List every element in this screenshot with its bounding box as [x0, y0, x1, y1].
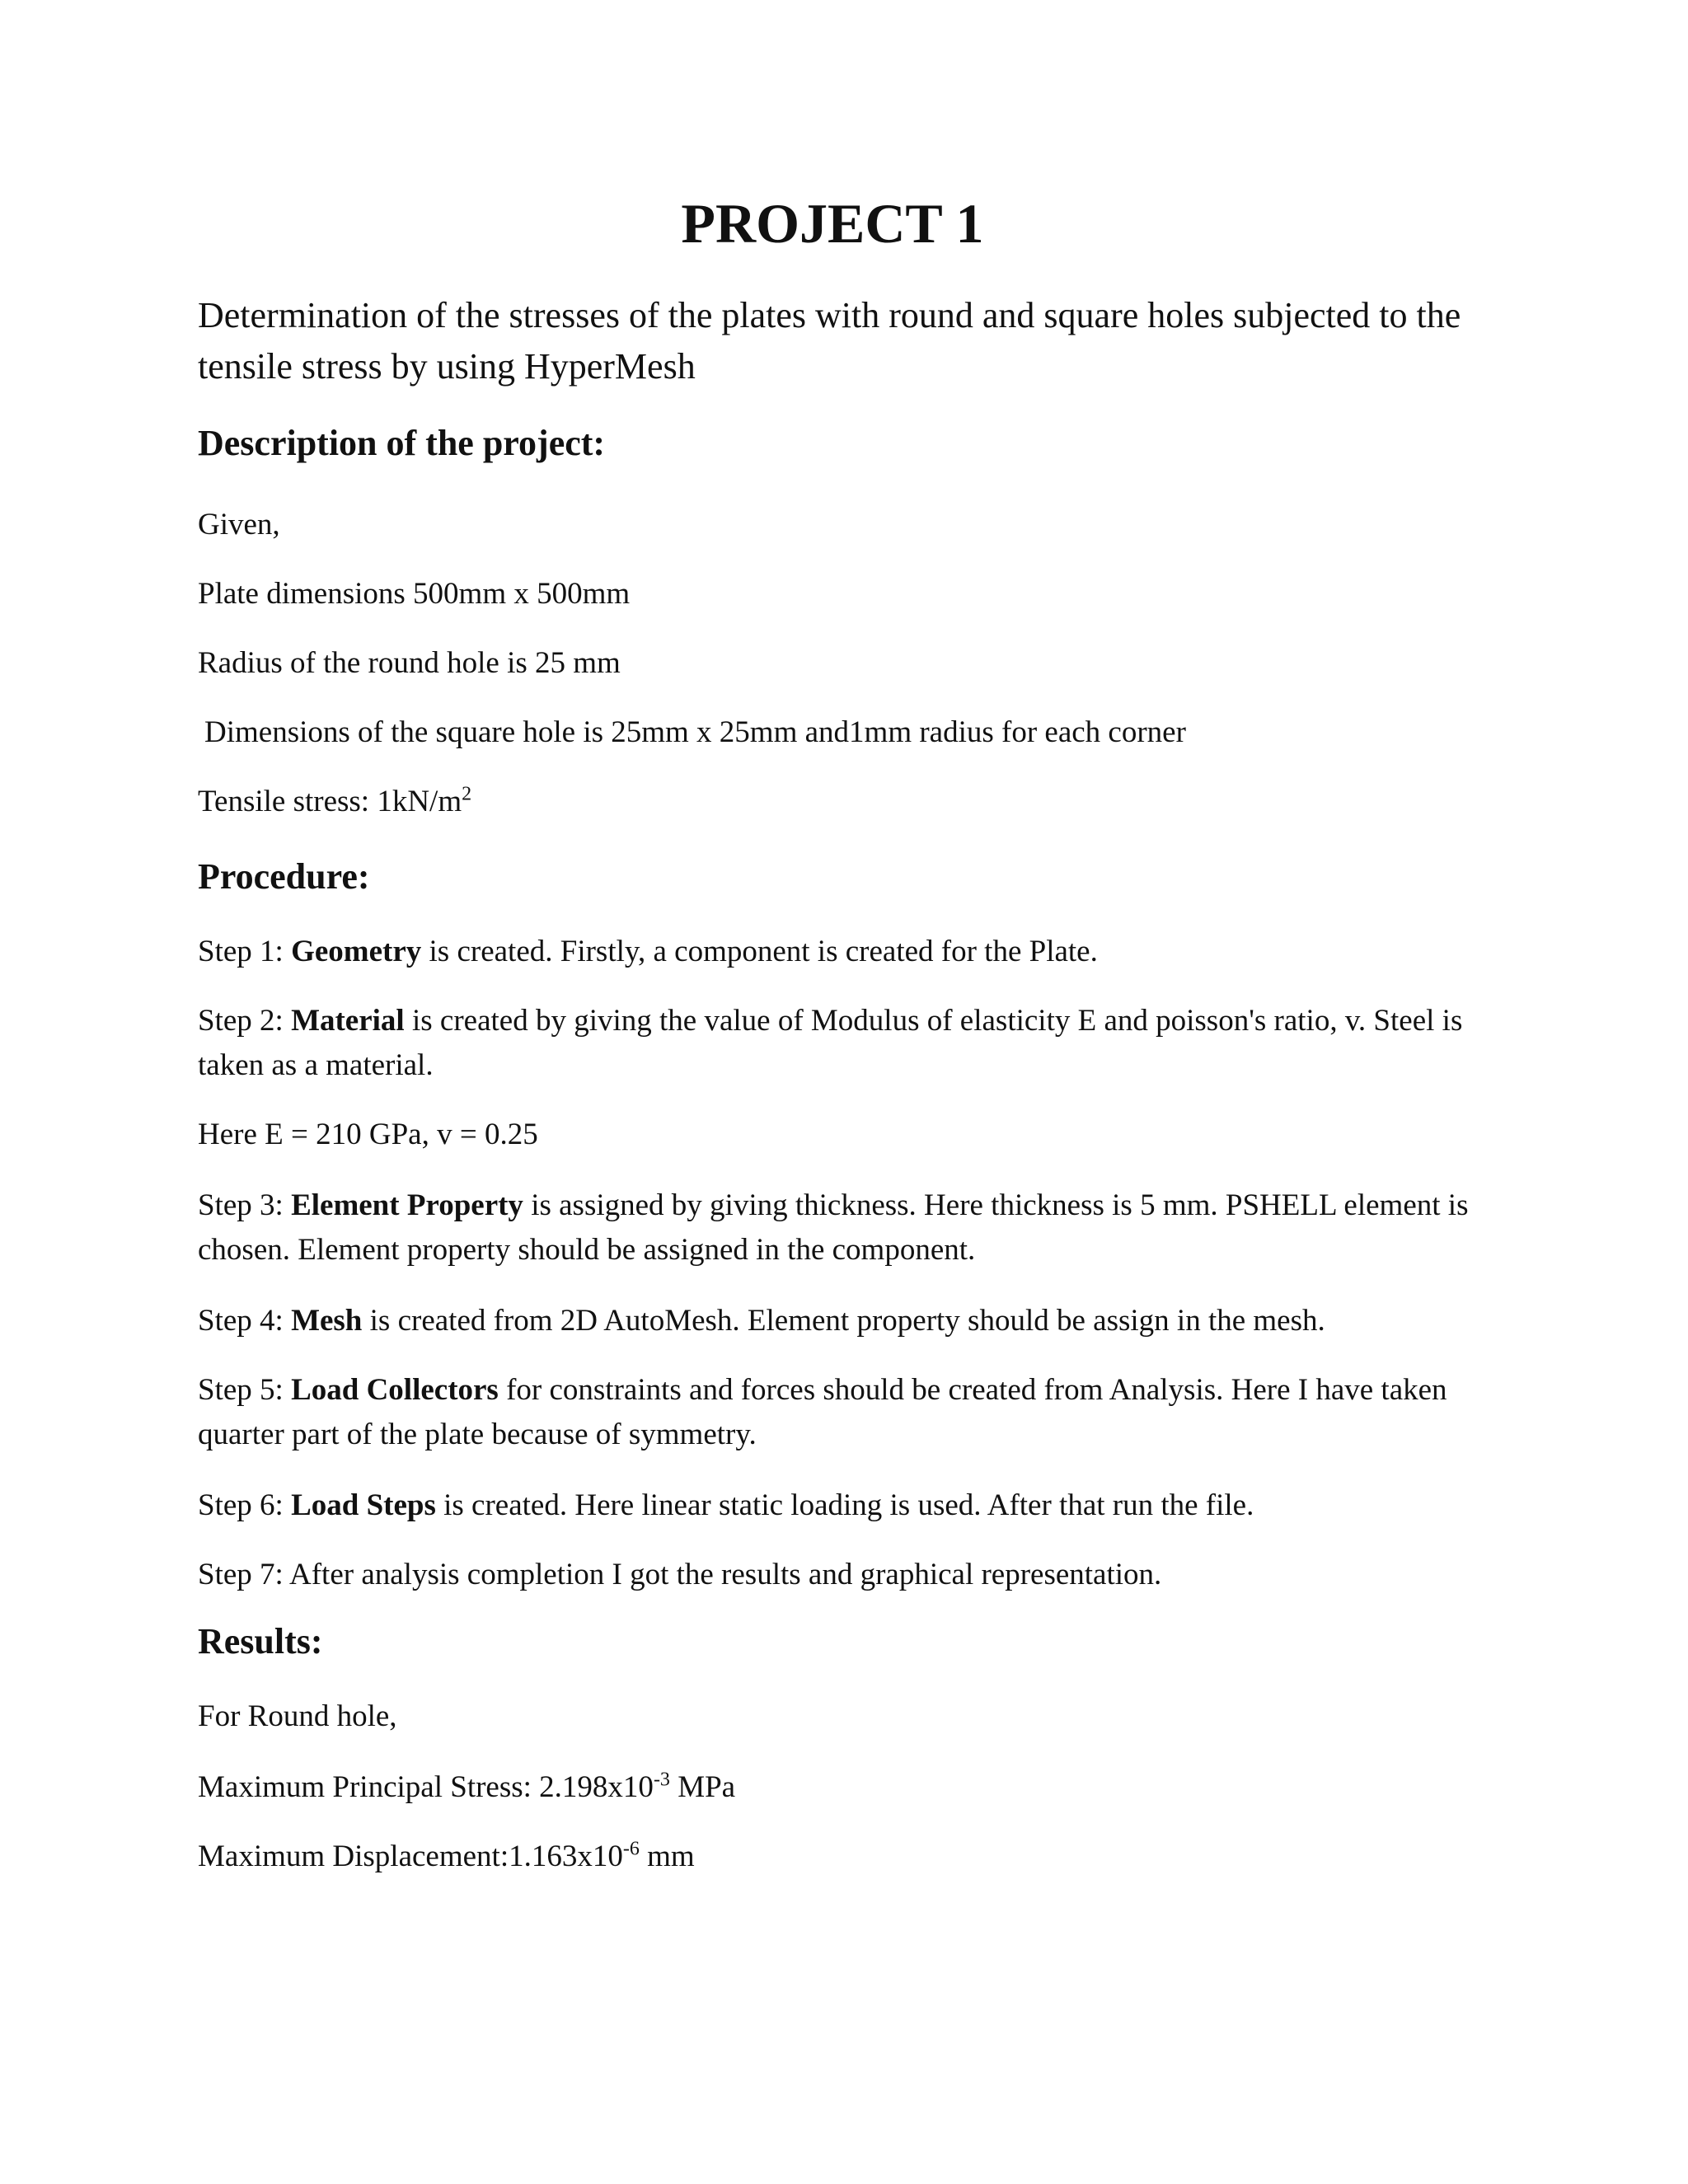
- step-5: [198, 1368, 1517, 1457]
- stress-exponent: -3: [653, 1769, 670, 1791]
- step-7: Step 7: After analysis completion I got the results and graphical representation.: [198, 1558, 1162, 1591]
- step-4: [198, 1299, 1517, 1343]
- round-hole-text: Radius of the round hole is 25 mm: [198, 646, 621, 680]
- step-1-prefix: Step 1:: [198, 935, 292, 968]
- step-1-text: is created. Firstly, a component is created for the Plate.: [421, 935, 1098, 968]
- tensile-stress-exponent: 2: [462, 783, 472, 805]
- results-heading: Results:: [198, 1621, 323, 1661]
- step-6-text: is created. Here linear static loading is used. After that run the file.: [435, 1488, 1254, 1522]
- description-heading: Description of the project:: [198, 423, 606, 463]
- stress-unit: MPa: [669, 1770, 736, 1804]
- project-subtitle: Determination of the stresses of the plates with round and square holes subjected to the tensile stress by using HyperMesh: [198, 295, 1461, 387]
- step-3-text: is assigned by giving thickness. Here thickness is 5 mm. PSHELL element is chosen. Element property should be assigned in the component.: [198, 1188, 1469, 1267]
- step-3-keyword: Element Property: [291, 1188, 523, 1222]
- step-1: [198, 930, 1517, 974]
- step-6-prefix: Step 6:: [198, 1488, 292, 1522]
- page-title: PROJECT 1: [681, 192, 984, 255]
- step-3: [198, 1183, 1517, 1272]
- step-4-prefix: Step 4:: [198, 1304, 292, 1338]
- material-values-text: Here E = 210 GPa, v = 0.25: [198, 1118, 538, 1151]
- procedure-heading: Procedure:: [198, 856, 370, 897]
- given-text: Given,: [198, 508, 280, 541]
- step-6: [198, 1483, 1517, 1528]
- step-2-keyword: Material: [291, 1004, 405, 1038]
- step-2-prefix: Step 2:: [198, 1004, 292, 1038]
- plate-dimensions-text: Plate dimensions 500mm x 500mm: [198, 577, 631, 611]
- step-5-prefix: Step 5:: [198, 1373, 292, 1407]
- displacement-label: Maximum Displacement:1.163x10: [198, 1840, 623, 1873]
- max-displacement: [198, 1835, 1517, 1879]
- displacement-unit: mm: [639, 1840, 695, 1873]
- step-1-keyword: Geometry: [291, 935, 422, 968]
- step-4-text: is created from 2D AutoMesh. Element property should be assign in the mesh.: [362, 1304, 1325, 1338]
- displacement-exponent: -6: [622, 1838, 640, 1860]
- step-5-text: for constraints and forces should be created from Analysis. Here I have taken quarter part of the plate because of symmetry.: [198, 1373, 1447, 1451]
- step-3-prefix: Step 3:: [198, 1188, 292, 1222]
- step-6-keyword: Load Steps: [291, 1488, 436, 1522]
- step-5-keyword: Load Collectors: [291, 1373, 499, 1407]
- round-hole-results-label: For Round hole,: [198, 1699, 397, 1733]
- step-4-keyword: Mesh: [291, 1304, 363, 1338]
- step-2: [198, 999, 1517, 1088]
- tensile-stress-text: [198, 780, 1517, 824]
- stress-label: Maximum Principal Stress: 2.198x10: [198, 1770, 654, 1804]
- step-2-text: is created by giving the value of Modulus of elasticity E and poisson's ratio, v. Steel is taken as a material.: [198, 1004, 1463, 1082]
- tensile-stress-label: Tensile stress: 1kN/m: [198, 785, 462, 818]
- max-principal-stress: [198, 1765, 1517, 1810]
- square-hole-text: Dimensions of the square hole is 25mm x 25mm and1mm radius for each corner: [204, 715, 1186, 749]
